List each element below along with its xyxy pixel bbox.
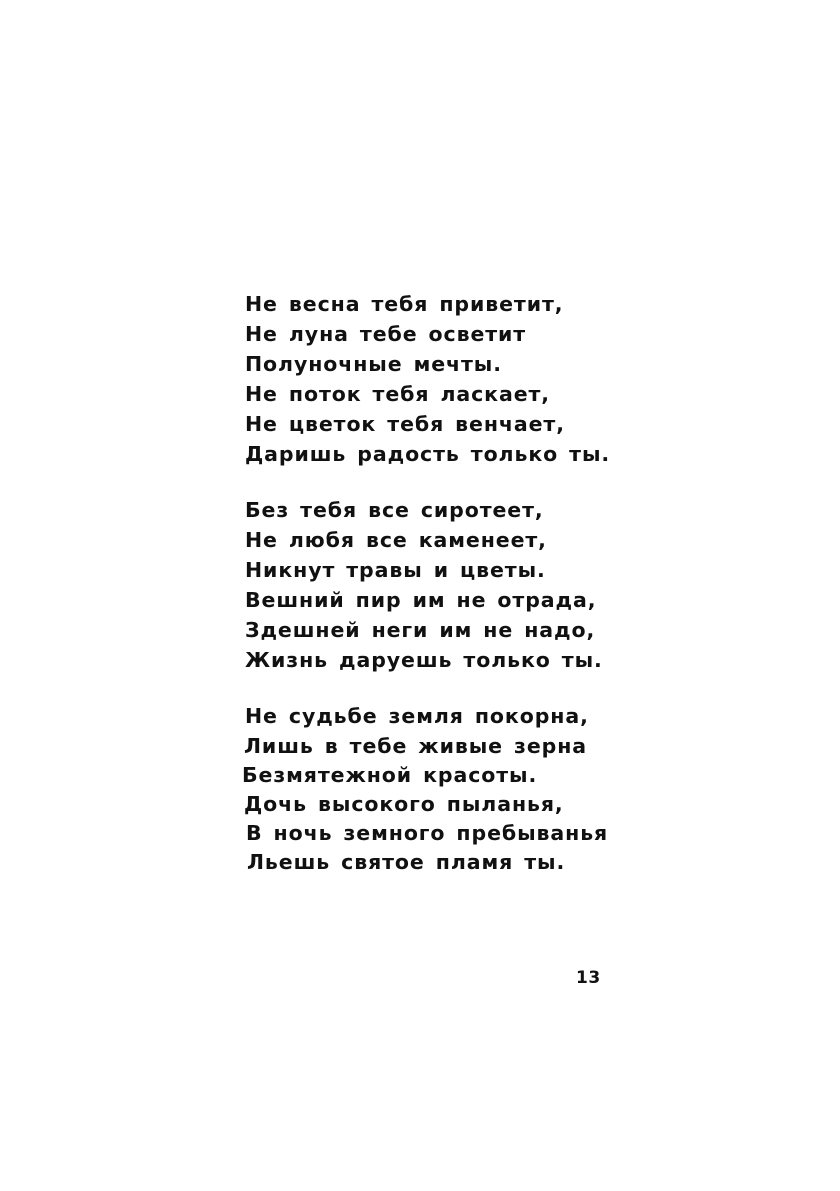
poem-line: Не любя все каменеет, (245, 528, 547, 552)
poem-line: В ночь земного пребыванья (246, 821, 609, 845)
poem-line: Не луна тебе осветит (245, 322, 527, 346)
poem-line: Не судьбе земля покорна, (245, 704, 589, 728)
poem-line: Дочь высокого пыланья, (244, 792, 564, 816)
poem-line: Не цветок тебя венчает, (245, 412, 565, 436)
poem-line: Без тебя все сиротеет, (245, 498, 544, 522)
poem-line: Не весна тебя приветит, (245, 292, 564, 316)
poem-line: Полуночные мечты. (245, 352, 502, 376)
poem-line: Лишь в тебе живые зерна (244, 734, 588, 758)
poem-line: Вешний пир им не отрада, (245, 588, 597, 612)
poem-line: Жизнь даруешь только ты. (245, 648, 603, 672)
poem-line: Никнут травы и цветы. (245, 558, 546, 582)
poem-line: Здешней неги им не надо, (245, 618, 596, 642)
poem-line: Льешь святое пламя ты. (247, 850, 566, 874)
poem-line: Не поток тебя ласкает, (245, 382, 550, 406)
poem-line: Даришь радость только ты. (245, 442, 611, 466)
poem-line: Безмятежной красоты. (242, 763, 538, 787)
page-number: 13 (576, 968, 601, 988)
